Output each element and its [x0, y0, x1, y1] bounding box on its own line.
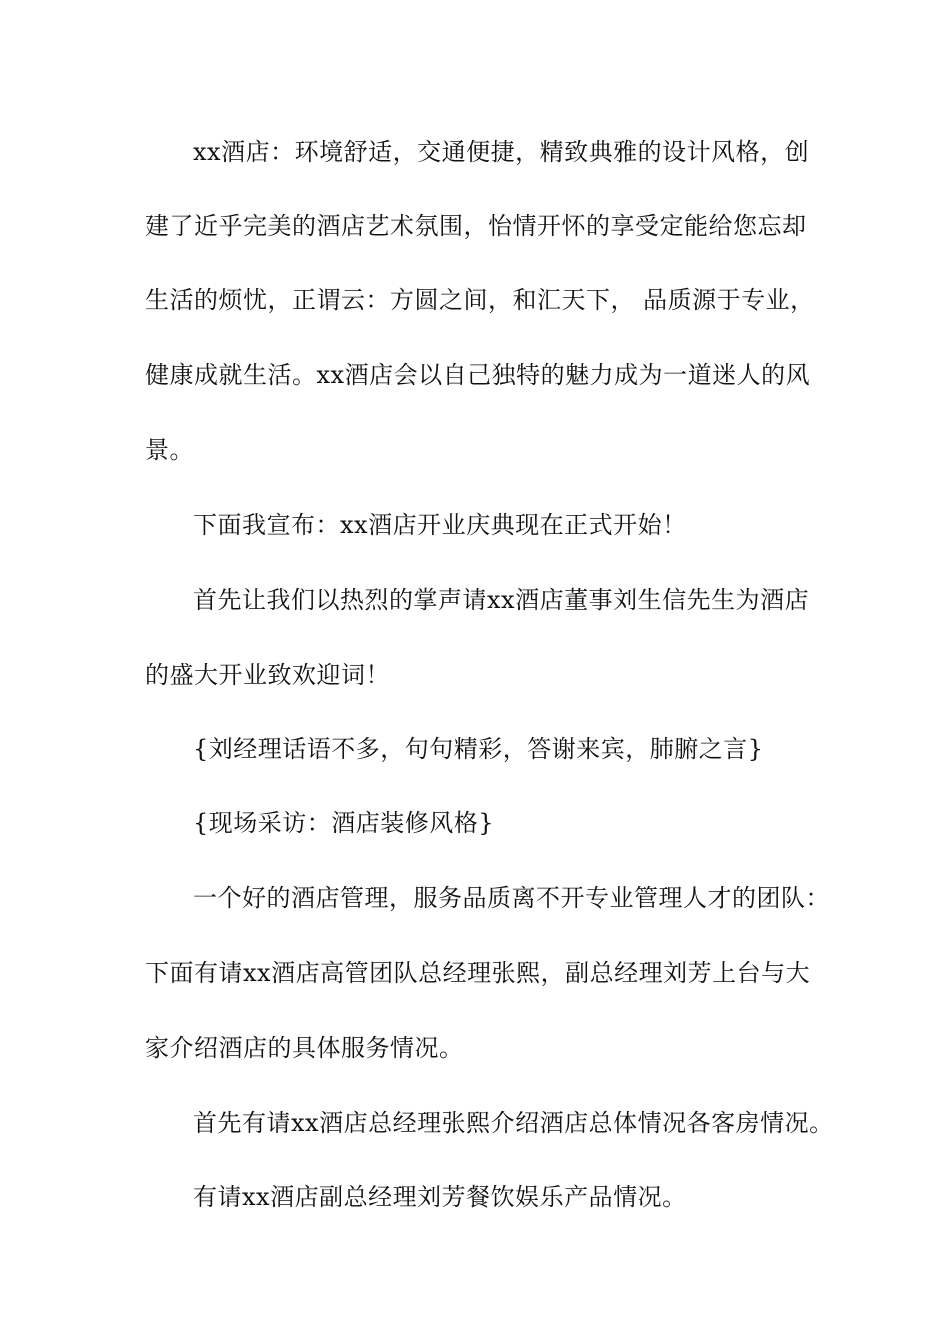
paragraph-line: 一个好的酒店管理，服务品质离不开专业管理人才的团队： [193, 884, 830, 912]
paragraph-line: 首先有请xx酒店总经理张熙介绍酒店总体情况各客房情况。 [193, 1109, 834, 1137]
paragraph-line: xx酒店：环境舒适，交通便捷，精致典雅的设计风格，创 [193, 138, 810, 166]
paragraph-line: 下面有请xx酒店高管团队总经理张熙，副总经理刘芳上台与大 [145, 959, 811, 987]
paragraph-line: 建了近乎完美的酒店艺术氛围，怡情开怀的享受定能给您忘却 [145, 212, 807, 240]
paragraph-line: 首先让我们以热烈的掌声请xx酒店董事刘生信先生为酒店 [193, 586, 810, 614]
paragraph-line: 的盛大开业致欢迎词！ [145, 661, 390, 689]
paragraph-line: 家介绍酒店的具体服务情况。 [145, 1034, 464, 1062]
paragraph-line: 生活的烦忧，正谓云：方圆之间，和汇天下， 品质源于专业， [145, 286, 815, 314]
paragraph-line: {现场采访：酒店装修风格} [193, 809, 495, 837]
paragraph-line: 健康成就生活。xx酒店会以自己独特的魅力成为一道迷人的风 [145, 361, 811, 389]
paragraph-line: 下面我宣布：xx酒店开业庆典现在正式开始！ [193, 511, 687, 539]
paragraph-line: {刘经理话语不多，句句精彩，答谢来宾，肺腑之言} [193, 735, 764, 763]
paragraph-line: 有请xx酒店副总经理刘芳餐饮娱乐产品情况。 [193, 1183, 687, 1211]
paragraph-line: 景。 [145, 436, 194, 464]
